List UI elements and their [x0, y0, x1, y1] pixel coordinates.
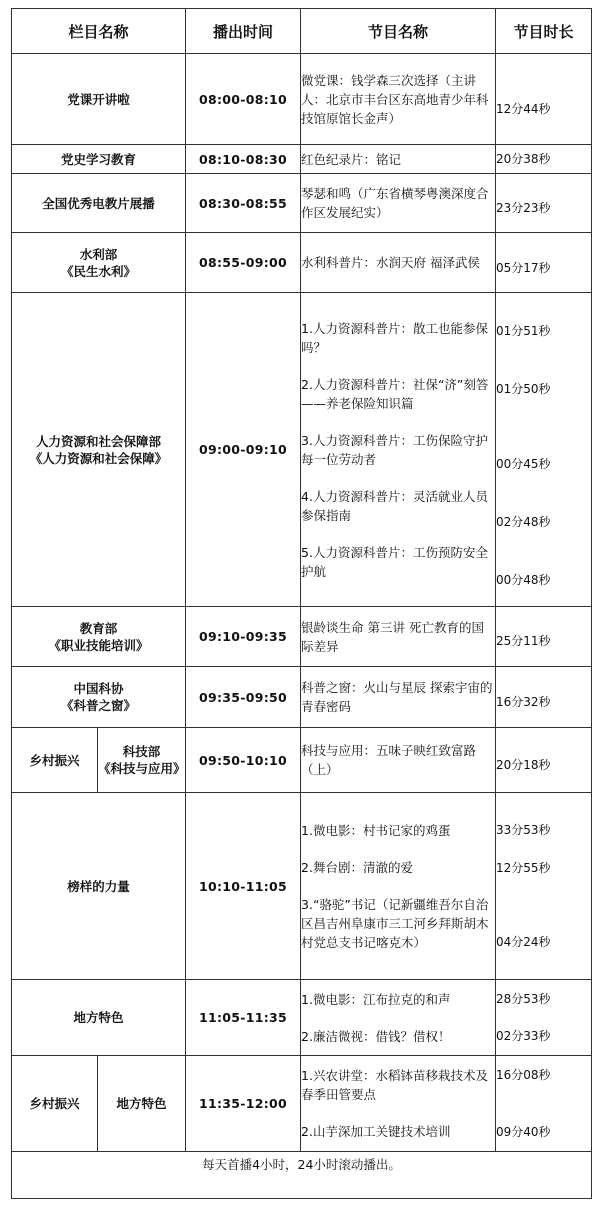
list-item: 1.人力资源科普片：散工也能参保吗？	[301, 320, 488, 355]
duration-value: 16分32秒	[496, 695, 551, 709]
table-row	[12, 607, 592, 667]
footer-row	[12, 1152, 592, 1199]
table-row	[12, 667, 592, 728]
column-ministry: 中国科协	[73, 681, 124, 696]
header-program-name: 节目名称	[301, 9, 496, 54]
table-row	[12, 145, 592, 174]
list-item: 2.廉洁微视：借钱？借权！	[301, 1028, 451, 1044]
program-name: 红色纪录片：铭记	[301, 145, 496, 174]
air-time: 08:30-08:55	[186, 174, 301, 233]
duration-list	[496, 793, 592, 980]
program-name: 科普之窗：火山与星辰 探索宇宙的青春密码	[301, 667, 496, 728]
header-duration: 节目时长	[496, 9, 592, 54]
list-item: 3.“骆驼”书记（记新疆维吾尔自治区昌吉州阜康市三工河乡拜斯胡木村党总支书记喀克木）	[301, 896, 489, 950]
duration	[496, 174, 592, 233]
duration-value: 16分08秒	[496, 1067, 551, 1082]
column-category: 乡村振兴	[12, 1056, 98, 1152]
air-time: 08:55-09:00	[186, 233, 301, 293]
duration-value: 28分53秒	[496, 991, 551, 1006]
duration-value: 25分11秒	[496, 634, 551, 648]
duration-value: 12分44秒	[496, 101, 551, 116]
column-name	[12, 607, 186, 667]
column-name: 党史学习教育	[12, 145, 186, 174]
list-item: 4.人力资源科普片：灵活就业人员参保指南	[301, 488, 488, 523]
column-name: 地方特色	[12, 980, 186, 1056]
duration-value: 09分40秒	[496, 1124, 551, 1139]
list-item: 2.人力资源科普片：社保“济”刻答——养老保险知识篇	[301, 376, 489, 411]
air-time: 08:10-08:30	[186, 145, 301, 174]
duration-value: 05分17秒	[496, 260, 551, 275]
duration: 20分38秒	[496, 145, 592, 174]
table-row	[12, 1056, 592, 1152]
table-row	[12, 233, 592, 293]
program-name: 银龄谈生命 第三讲 死亡教育的国际差异	[301, 607, 496, 667]
column-name	[98, 728, 186, 793]
air-time: 08:00-08:10	[186, 54, 301, 145]
duration	[496, 54, 592, 145]
column-name: 地方特色	[98, 1056, 186, 1152]
duration-list	[496, 293, 592, 607]
air-time: 09:35-09:50	[186, 667, 301, 728]
header-column-name: 栏目名称	[12, 9, 186, 54]
list-item: 1.微电影：江布拉克的和声	[301, 991, 451, 1007]
air-time: 09:10-09:35	[186, 607, 301, 667]
air-time: 09:00-09:10	[186, 293, 301, 607]
duration	[496, 667, 592, 728]
duration-value: 33分53秒	[496, 822, 551, 837]
duration	[496, 728, 592, 793]
program-list	[301, 793, 496, 980]
program-list	[301, 1056, 496, 1152]
table-row	[12, 293, 592, 607]
program-name: 科技与应用：五味子映红致富路（上）	[301, 728, 496, 793]
header-air-time: 播出时间	[186, 9, 301, 54]
column-name	[12, 293, 186, 607]
duration-value: 00分45秒	[496, 456, 551, 471]
duration	[496, 607, 592, 667]
duration-value: 02分48秒	[496, 514, 551, 529]
duration-value: 12分55秒	[496, 860, 551, 875]
table-row	[12, 728, 592, 793]
schedule-table	[11, 8, 592, 1199]
duration-value: 23分23秒	[496, 200, 551, 215]
list-item: 2.舞台剧：清澈的爱	[301, 859, 413, 875]
list-item: 1.兴农讲堂：水稻钵苗移栽技术及春季田管要点	[301, 1068, 488, 1102]
program-name: 微党课：钱学森三次选择（主讲人：北京市丰台区东高地青少年科技馆原馆长金声）	[301, 54, 496, 145]
duration-value: 20分18秒	[496, 757, 551, 772]
table-row	[12, 174, 592, 233]
column-name	[12, 667, 186, 728]
duration-value: 02分33秒	[496, 1028, 551, 1043]
air-time: 10:10-11:05	[186, 793, 301, 980]
duration-value: 01分50秒	[496, 381, 551, 396]
header-row	[12, 9, 592, 54]
table-row	[12, 54, 592, 145]
list-item: 3.人力资源科普片：工伤保险守护每一位劳动者	[301, 432, 488, 467]
column-program: 《科普之窗》	[61, 698, 137, 713]
column-name	[12, 233, 186, 293]
list-item: 2.山芋深加工关键技术培训	[301, 1124, 451, 1139]
column-ministry: 人力资源和社会保障部	[36, 433, 162, 449]
duration	[496, 233, 592, 293]
column-name: 全国优秀电教片展播	[12, 174, 186, 233]
list-item: 1.微电影：村书记家的鸡蛋	[301, 822, 451, 838]
air-time: 09:50-10:10	[186, 728, 301, 793]
air-time: 11:35-12:00	[186, 1056, 301, 1152]
duration-list	[496, 980, 592, 1056]
duration-value: 04分24秒	[496, 934, 551, 949]
column-name: 党课开讲啦	[12, 54, 186, 145]
footer-note: 每天首播4小时，24小时滚动播出。	[12, 1152, 592, 1199]
program-name: 琴瑟和鸣（广东省横琴粤澳深度合作区发展纪实）	[301, 174, 496, 233]
column-ministry: 水利部	[79, 246, 118, 262]
program-name: 水利科普片：水润天府 福泽武侯	[301, 233, 496, 293]
duration-value: 01分51秒	[496, 323, 551, 338]
column-category: 乡村振兴	[12, 728, 98, 793]
list-item: 5.人力资源科普片：工伤预防安全护航	[301, 544, 488, 579]
table-row	[12, 980, 592, 1056]
air-time: 11:05-11:35	[186, 980, 301, 1056]
duration-list	[496, 1056, 592, 1152]
duration-value: 00分48秒	[496, 572, 551, 587]
program-list	[301, 980, 496, 1056]
column-program: 《科技与应用》	[98, 761, 186, 776]
column-ministry: 教育部	[79, 620, 118, 636]
column-program: 《民生水利》	[61, 263, 137, 279]
column-program: 《人力资源和社会保障》	[29, 450, 168, 466]
table-row	[12, 793, 592, 980]
column-ministry: 科技部	[122, 744, 161, 759]
column-program: 《职业技能培训》	[48, 637, 149, 653]
column-name: 榜样的力量	[12, 793, 186, 980]
program-list	[301, 293, 496, 607]
